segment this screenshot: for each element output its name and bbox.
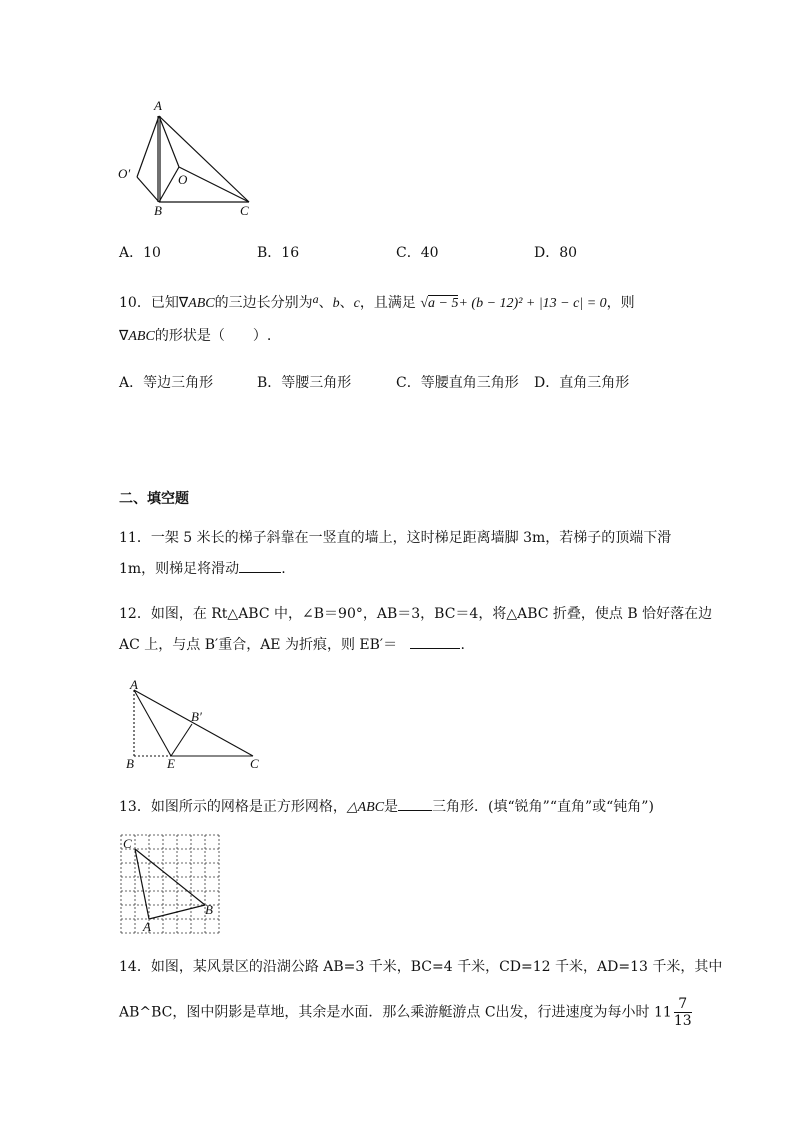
q10-text: ，且满足 bbox=[359, 295, 416, 311]
var-c: c bbox=[353, 296, 360, 311]
label-C: C bbox=[123, 836, 132, 851]
question-11-line2 bbox=[119, 558, 286, 580]
var-b: b bbox=[332, 296, 340, 311]
separator: 、 bbox=[339, 295, 354, 311]
label-A: A bbox=[130, 678, 138, 692]
label-B-prime: B′ bbox=[191, 709, 202, 724]
figure-q9 bbox=[112, 96, 272, 221]
q9-option-b: B．16 bbox=[257, 245, 300, 261]
q14-text: AB^BC，图中阴影是草地，其余是水面．那么乘游艇游点 C出发，行进速度为每小时 11 bbox=[119, 1004, 672, 1021]
q10-triangle-name: ABC bbox=[188, 296, 215, 311]
formula bbox=[420, 295, 606, 311]
q10-text: 的三边长分别为 bbox=[214, 295, 313, 311]
q9-option-c: C．40 bbox=[396, 245, 439, 261]
question-10-line2 bbox=[119, 325, 271, 348]
question-10-line1 bbox=[119, 288, 635, 315]
fraction bbox=[674, 996, 692, 1029]
q13-text: 13．如图所示的网格是正方形网格， bbox=[119, 799, 347, 815]
answer-blank[interactable] bbox=[239, 558, 281, 573]
q10-option-a: A．等边三角形 bbox=[119, 375, 214, 391]
question-12-line2 bbox=[119, 634, 465, 656]
question-14-line2 bbox=[119, 996, 692, 1029]
q12-text: AC 上，与点 B′重合，AE 为折痕，则 EB′＝ bbox=[119, 637, 398, 653]
label-B: B bbox=[126, 756, 134, 771]
q10-option-d: D．直角三角形 bbox=[534, 375, 630, 391]
label-C: C bbox=[240, 203, 249, 218]
fraction-numerator: 7 bbox=[674, 996, 692, 1013]
label-E: E bbox=[167, 756, 175, 771]
q10-text: ，则 bbox=[606, 295, 635, 311]
nabla-triangle-symbol: ∇ bbox=[178, 296, 189, 311]
question-13 bbox=[119, 796, 654, 819]
q10-triangle-name: ABC bbox=[128, 329, 155, 344]
label-O-prime: O′ bbox=[118, 166, 131, 181]
sqrt-sign: √ bbox=[420, 296, 429, 311]
q11-text: 1m，则梯足将滑动 bbox=[119, 561, 240, 577]
q13-text: 是 bbox=[384, 799, 399, 815]
q9-option-a: A．10 bbox=[119, 245, 161, 261]
figure-q13-grid bbox=[118, 832, 224, 936]
label-A: A bbox=[143, 919, 151, 934]
q12-end: . bbox=[460, 637, 465, 653]
answer-blank[interactable] bbox=[410, 634, 460, 649]
separator: 、 bbox=[318, 295, 333, 311]
q10-text: 的形状是（ ）. bbox=[154, 328, 272, 344]
q10-option-c: C．等腰直角三角形 bbox=[396, 375, 519, 391]
var-a: a bbox=[312, 292, 319, 306]
question-12-line1: 12．如图，在 Rt△ABC 中，∠B＝90°，AB＝3，BC＝4，将△ABC 折叠，使点 B 恰好落在边 bbox=[119, 606, 713, 622]
figure-q12 bbox=[120, 678, 270, 773]
label-O: O bbox=[178, 172, 188, 187]
label-B: B bbox=[205, 902, 213, 917]
q10-option-b: B．等腰三角形 bbox=[257, 375, 352, 391]
q13-text: 三角形．(填“锐角”“直角”或“钝角”) bbox=[432, 799, 654, 815]
fraction-denominator: 13 bbox=[673, 1013, 692, 1029]
q13-triangle: △ABC bbox=[346, 800, 385, 815]
q9-option-d: D．80 bbox=[534, 245, 578, 261]
formula-radicand: a − 5 bbox=[428, 296, 459, 311]
label-B: B bbox=[154, 203, 162, 218]
question-14-line1: 14．如图，某风景区的沿湖公路 AB=3 千米，BC=4 千米，CD=12 千米，AD=13 千米，其中 bbox=[119, 959, 723, 975]
q10-number: 10． bbox=[119, 295, 151, 311]
label-C: C bbox=[250, 756, 259, 771]
section-title: 二、填空题 bbox=[119, 491, 189, 507]
nabla-triangle-symbol: ∇ bbox=[119, 329, 129, 344]
q10-text: 已知 bbox=[150, 295, 179, 311]
formula-rest: + (b − 12)² + |13 − c| = 0 bbox=[458, 296, 607, 311]
answer-blank[interactable] bbox=[398, 796, 432, 811]
question-11-line1: 11．一架 5 米长的梯子斜靠在一竖直的墙上，这时梯足距离墙脚 3m，若梯子的顶端下滑 bbox=[119, 530, 672, 546]
q11-end: . bbox=[281, 561, 286, 577]
label-A: A bbox=[154, 98, 162, 113]
